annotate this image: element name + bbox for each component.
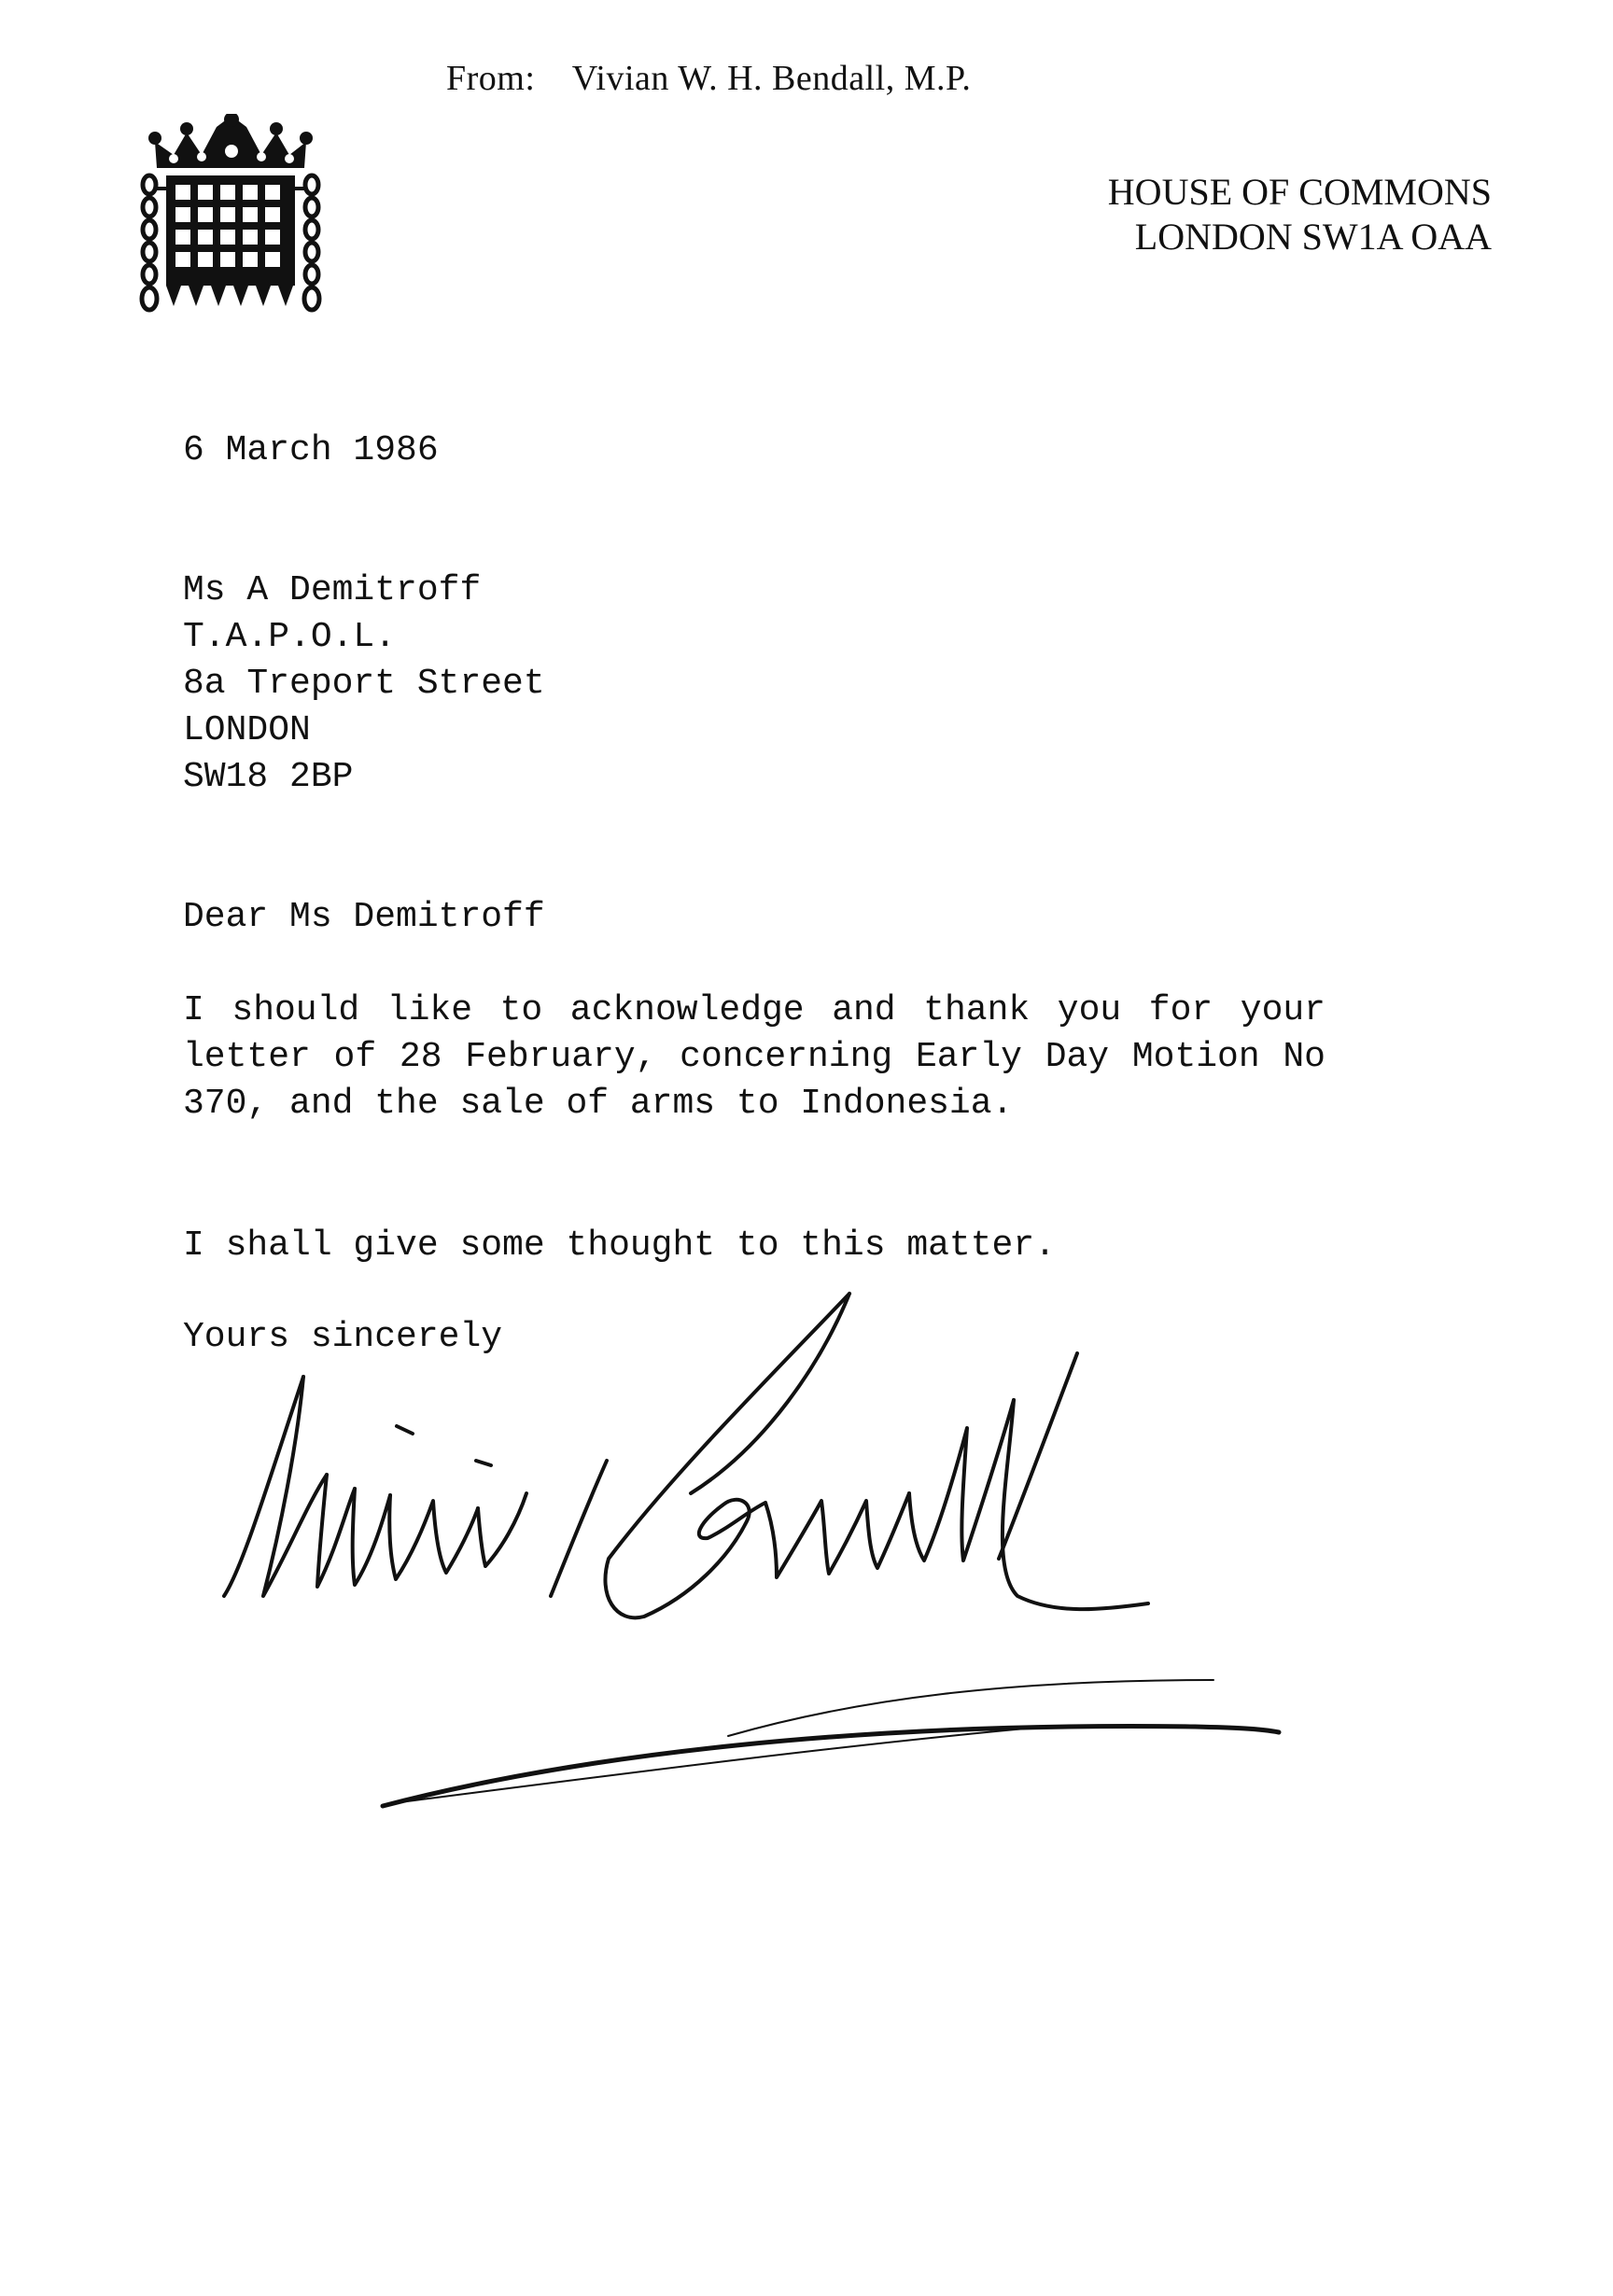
address-line-2: LONDON SW1A OAA — [1134, 216, 1492, 258]
recipient-street: 8a Treport Street — [183, 664, 545, 704]
recipient-address — [183, 567, 545, 801]
body-paragraph-1: I should like to acknowledge and thank you for your letter of 28 February, concerning Early Day Motion No 370, and the sale of arms to Indonesia. — [183, 990, 1325, 1124]
from-label: From: — [446, 59, 536, 98]
closing: Yours sincerely — [183, 1317, 503, 1357]
letterhead-address — [1108, 170, 1492, 259]
body-paragraph-2: I shall give some thought to this matter. — [183, 1225, 1056, 1266]
recipient-name: Ms A Demitroff — [183, 570, 482, 610]
handwritten-signature — [205, 1288, 1325, 1811]
letter-date: 6 March 1986 — [183, 430, 439, 470]
recipient-city: LONDON — [183, 710, 311, 750]
recipient-organisation: T.A.P.O.L. — [183, 617, 397, 657]
address-line-1: HOUSE OF COMMONS — [1107, 171, 1492, 213]
recipient-postcode: SW18 2BP — [183, 757, 354, 797]
sender-name: Vivian W. H. Bendall, M.P. — [571, 59, 972, 98]
letterhead-from-line — [446, 58, 971, 99]
portcullis-icon — [138, 114, 323, 327]
salutation: Dear Ms Demitroff — [183, 897, 545, 937]
